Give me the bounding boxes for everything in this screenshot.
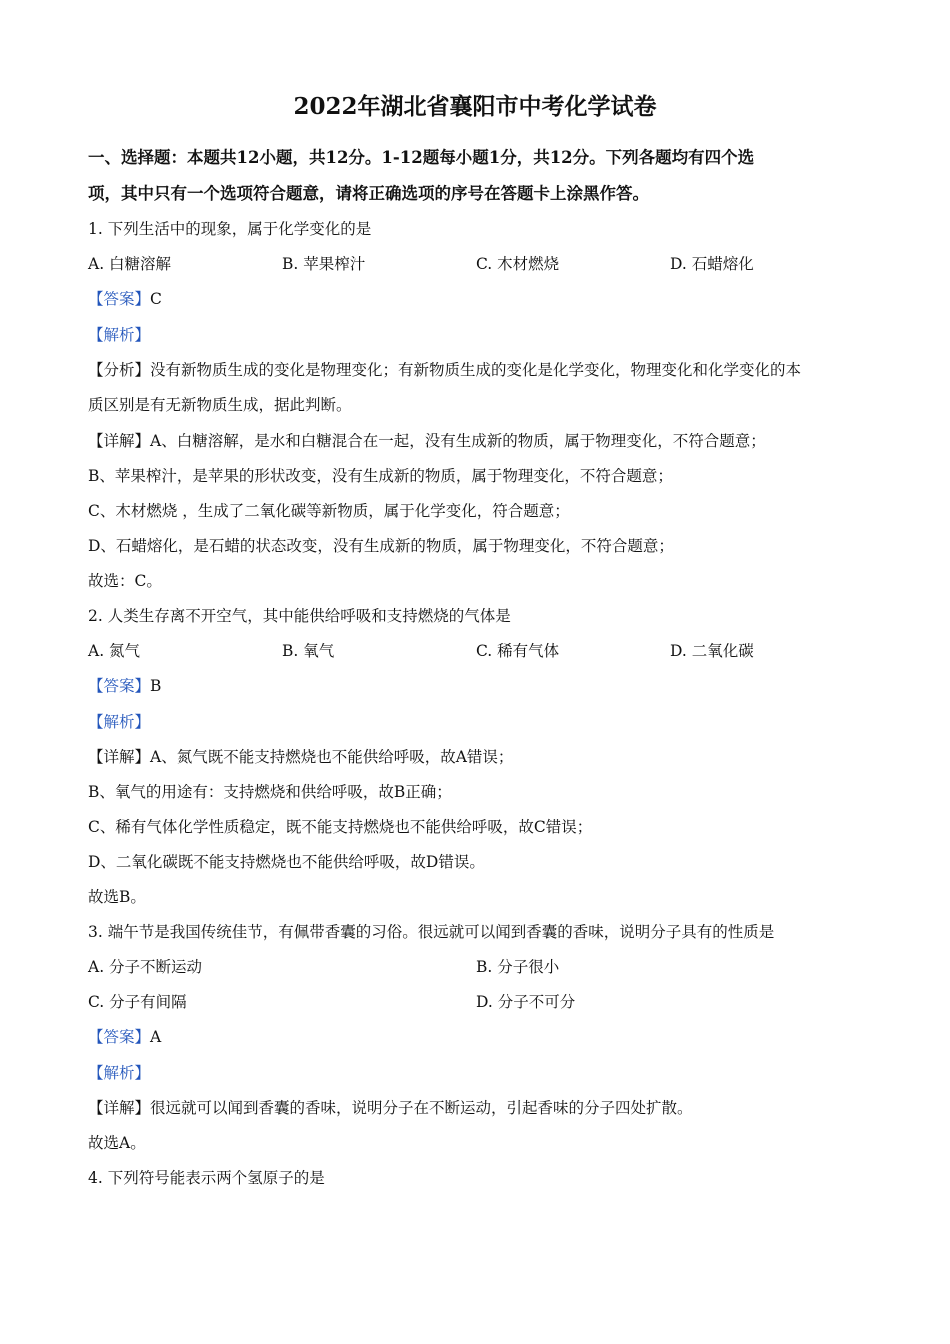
- question-1-option-c: C. 木材燃烧: [476, 255, 560, 273]
- question-2-stem: 2. 人类生存离不开空气，其中能供给呼吸和支持燃烧的气体是: [88, 607, 511, 625]
- question-1-detail-4: D、石蜡熔化，是石蜡的状态改变，没有生成新的物质，属于物理变化，不符合题意；: [88, 537, 674, 555]
- question-1-fenxi-line-2: 质区别是有无新物质生成，据此判断。: [88, 396, 352, 414]
- question-2-detail-2: B、氧气的用途有：支持燃烧和供给呼吸，故B正确；: [88, 783, 452, 801]
- question-3-option-a: A. 分子不断运动: [88, 958, 203, 976]
- question-1-option-b: B. 苹果榨汁: [282, 255, 366, 273]
- question-1-answer: [88, 288, 162, 310]
- question-2-detail-1: 【详解】A、氮气既不能支持燃烧也不能供给呼吸，故A错误；: [88, 748, 514, 766]
- page-title: 2022年湖北省襄阳市中考化学试卷: [293, 93, 657, 120]
- question-3-option-c: C. 分子有间隔: [88, 993, 187, 1011]
- question-1-detail-3: C、木材燃烧 ，生成了二氧化碳等新物质，属于化学变化，符合题意；: [88, 502, 570, 520]
- question-3-option-d: D. 分子不可分: [476, 993, 576, 1011]
- question-3-answer: [88, 1026, 161, 1048]
- question-2-analysis-label: 【解析】: [88, 713, 151, 731]
- question-1-detail-2: B、苹果榨汁，是苹果的形状改变，没有生成新的物质，属于物理变化，不符合题意；: [88, 467, 673, 485]
- question-2-detail-4: D、二氧化碳既不能支持燃烧也不能供给呼吸，故D错误。: [88, 853, 485, 871]
- question-1-analysis-label: 【解析】: [88, 326, 151, 344]
- section-heading-line-2: 项，其中只有一个选项符合题意，请将正确选项的序号在答题卡上涂黑作答。: [88, 184, 649, 203]
- question-1-stem: 1. 下列生活中的现象，属于化学变化的是: [88, 220, 372, 238]
- question-1-conclusion: 故选：C。: [88, 572, 162, 590]
- question-2-option-c: C. 稀有气体: [476, 642, 560, 660]
- question-3-detail-1: 【详解】很远就可以闻到香囊的香味，说明分子在不断运动，引起香味的分子四处扩散。: [88, 1099, 693, 1117]
- answer-value: B: [150, 677, 162, 695]
- answer-label: 【答案】: [88, 677, 151, 695]
- question-1-detail-1: 【详解】A、白糖溶解，是水和白糖混合在一起，没有生成新的物质，属于物理变化，不符合题意；: [88, 432, 766, 450]
- question-3-conclusion: 故选A。: [88, 1134, 146, 1152]
- question-1-option-a: A. 白糖溶解: [88, 255, 172, 273]
- question-2-option-a: A. 氮气: [88, 642, 141, 660]
- question-2-conclusion: 故选B。: [88, 888, 146, 906]
- answer-label: 【答案】: [88, 290, 151, 308]
- section-heading-line-1: 一、选择题：本题共12小题，共12分。1-12题每小题1分，共12分。下列各题均有四个选: [88, 148, 755, 167]
- question-2-option-d: D. 二氧化碳: [670, 642, 754, 660]
- question-3-option-b: B. 分子很小: [476, 958, 560, 976]
- question-2-option-b: B. 氧气: [282, 642, 335, 660]
- answer-value: C: [150, 290, 162, 308]
- answer-label: 【答案】: [88, 1028, 151, 1046]
- question-1-option-d: D. 石蜡熔化: [670, 255, 754, 273]
- question-3-analysis-label: 【解析】: [88, 1064, 151, 1082]
- question-1-fenxi-line-1: 【分析】没有新物质生成的变化是物理变化；有新物质生成的变化是化学变化，物理变化和化学变化的本: [88, 361, 802, 379]
- question-2-detail-3: C、稀有气体化学性质稳定，既不能支持燃烧也不能供给呼吸，故C错误；: [88, 818, 593, 836]
- answer-value: A: [150, 1028, 162, 1046]
- question-3-stem: 3. 端午节是我国传统佳节，有佩带香囊的习俗。很远就可以闻到香囊的香味，说明分子具有的性质是: [88, 923, 775, 941]
- question-2-answer: [88, 675, 161, 697]
- question-4-stem: 4. 下列符号能表示两个氢原子的是: [88, 1169, 325, 1187]
